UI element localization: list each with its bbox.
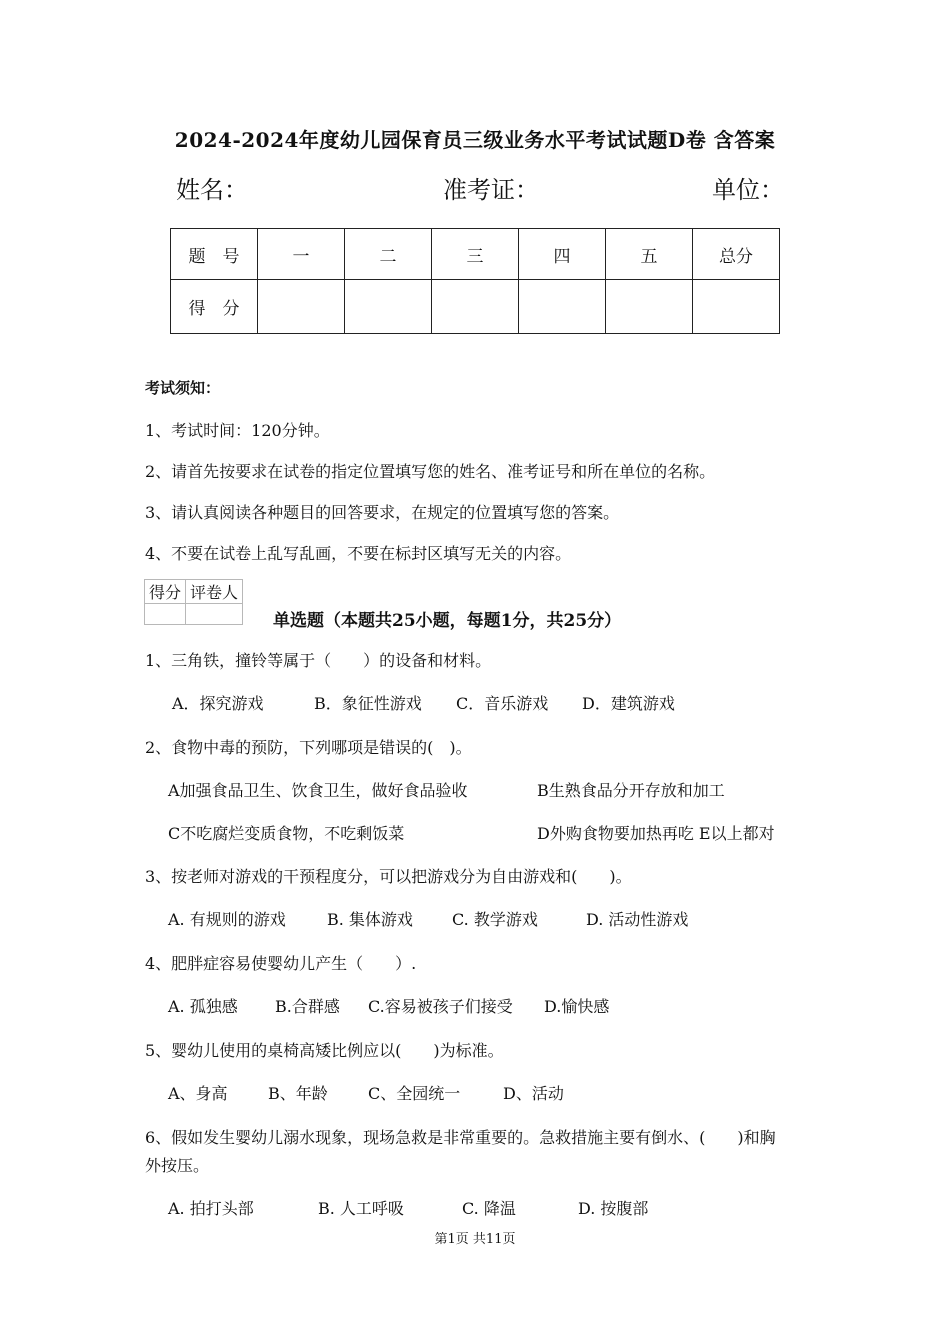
question-stem: 4、肥胖症容易使婴幼儿产生（ ）. (145, 954, 417, 973)
question-stem: 6、假如发生婴幼儿溺水现象，现场急救是非常重要的。急救措施主要有倒水、( )和胸 (145, 1128, 776, 1147)
question-option: A、身高 (168, 1084, 228, 1103)
question-option: A. 拍打头部 (168, 1199, 254, 1218)
question-option: D外购食物要加热再吃 E以上都对 (537, 824, 775, 843)
score-cell[interactable] (519, 280, 606, 334)
page-footer: 第1页 共11页 (434, 1232, 516, 1247)
question-stem-continued: 外按压。 (145, 1156, 210, 1175)
question-option: C.容易被孩子们接受 (368, 997, 513, 1016)
question-option: C. 教学游戏 (452, 910, 538, 929)
question-option: B.合群感 (275, 997, 340, 1016)
score-cell[interactable] (693, 280, 780, 334)
score-header-cell: 三 (432, 229, 519, 280)
question-option: B. 人工呼吸 (318, 1199, 404, 1218)
question-option: D．建筑游戏 (582, 694, 675, 713)
score-table-score-row (171, 280, 780, 334)
section-title: 单选题（本题共25小题，每题1分，共25分） (273, 611, 622, 631)
score-cell[interactable] (345, 280, 432, 334)
grader-score-cell[interactable] (145, 604, 186, 625)
notice-item: 2、请首先按要求在试卷的指定位置填写您的姓名、准考证号和所在单位的名称。 (145, 462, 716, 481)
score-header-cell: 总分 (693, 229, 780, 280)
grader-box (144, 579, 243, 625)
question-stem: 1、三角铁，撞铃等属于（ ）的设备和材料。 (145, 651, 492, 670)
score-header-cell: 四 (519, 229, 606, 280)
name-field-label: 姓名： (176, 176, 248, 204)
question-option: D. 按腹部 (578, 1199, 649, 1218)
question-option: A．探究游戏 (172, 694, 264, 713)
question-option: B、年龄 (268, 1084, 328, 1103)
score-table (170, 228, 780, 334)
question-stem: 3、按老师对游戏的干预程度分，可以把游戏分为自由游戏和( )。 (145, 867, 632, 886)
question-option: D. 活动性游戏 (586, 910, 689, 929)
notice-item: 4、不要在试卷上乱写乱画，不要在标封区填写无关的内容。 (145, 544, 572, 563)
score-cell[interactable] (606, 280, 693, 334)
question-option: A加强食品卫生、饮食卫生，做好食品验收 (168, 781, 468, 800)
score-row-label: 得 分 (171, 280, 258, 334)
grader-reviewer-label: 评卷人 (186, 580, 243, 604)
score-table-header-row (171, 229, 780, 280)
notice-item: 3、请认真阅读各种题目的回答要求，在规定的位置填写您的答案。 (145, 503, 620, 522)
question-option: C．音乐游戏 (456, 694, 549, 713)
exam-id-field-label: 准考证： (443, 176, 539, 204)
question-stem: 2、食物中毒的预防，下列哪项是错误的( )。 (145, 738, 472, 757)
score-cell[interactable] (432, 280, 519, 334)
question-option: B生熟食品分开存放和加工 (537, 781, 725, 800)
question-stem: 5、婴幼儿使用的桌椅高矮比例应以( )为标准。 (145, 1041, 504, 1060)
question-option: C、全园统一 (368, 1084, 461, 1103)
score-header-cell: 五 (606, 229, 693, 280)
grader-score-label: 得分 (145, 580, 186, 604)
score-header-cell: 二 (345, 229, 432, 280)
notice-heading: 考试须知： (145, 379, 221, 397)
question-option: A. 孤独感 (168, 997, 238, 1016)
question-option: B. 集体游戏 (327, 910, 413, 929)
notice-item: 1、考试时间：120分钟。 (145, 421, 330, 440)
score-cell[interactable] (258, 280, 345, 334)
score-header-cell: 一 (258, 229, 345, 280)
unit-field-label: 单位： (712, 176, 784, 204)
question-option: C不吃腐烂变质食物，不吃剩饭菜 (168, 824, 405, 843)
question-option: D、活动 (503, 1084, 564, 1103)
question-option: C. 降温 (462, 1199, 516, 1218)
grader-reviewer-cell[interactable] (186, 604, 243, 625)
score-header-cell: 题 号 (171, 229, 258, 280)
page-title: 2024-2024年度幼儿园保育员三级业务水平考试试题D卷 含答案 (174, 128, 776, 152)
question-option: A. 有规则的游戏 (168, 910, 286, 929)
question-option: D.愉快感 (544, 997, 610, 1016)
question-option: B．象征性游戏 (314, 694, 422, 713)
